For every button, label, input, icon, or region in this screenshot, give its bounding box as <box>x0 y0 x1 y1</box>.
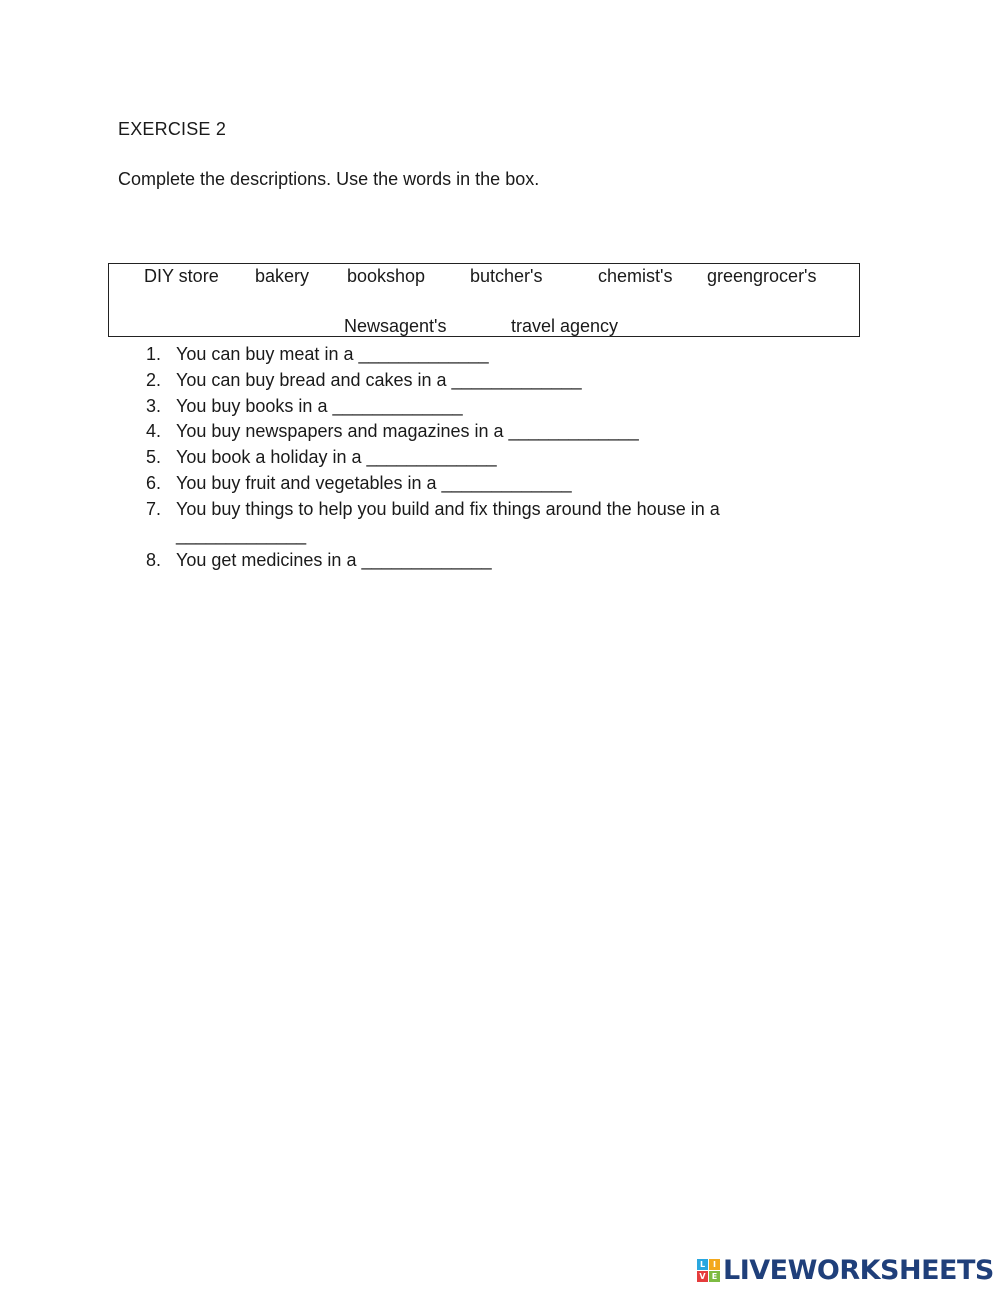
question-number: 4. <box>146 421 162 442</box>
question-number: 2. <box>146 369 162 390</box>
logo-mark-letter: I <box>709 1259 720 1270</box>
question-item <box>146 548 866 574</box>
liveworksheets-mark-icon <box>697 1259 720 1282</box>
question-number: 5. <box>146 447 162 468</box>
word-greengrocers: greengrocer's <box>707 266 817 286</box>
question-text: You get medicines in a _____________ <box>176 550 492 571</box>
question-text: You buy books in a _____________ <box>176 395 463 416</box>
logo-text: LIVEWORKSHEETS <box>723 1254 994 1286</box>
question-item <box>146 368 866 394</box>
question-list <box>146 342 866 574</box>
exercise-title: EXERCISE 2 <box>118 119 227 139</box>
word-diy-store: DIY store <box>144 266 219 286</box>
question-item <box>146 445 866 471</box>
answer-blank[interactable]: _____________ <box>176 524 307 545</box>
logo-mark-letter: E <box>709 1271 720 1282</box>
question-number: 3. <box>146 395 162 416</box>
question-text: You can buy bread and cakes in a _____________ <box>176 369 582 390</box>
question-text: You book a holiday in a _____________ <box>176 447 497 468</box>
question-item <box>146 342 866 368</box>
instructions: Complete the descriptions. Use the words in the box. <box>118 169 540 189</box>
question-number: 7. <box>146 498 162 519</box>
question-item <box>146 419 866 445</box>
liveworksheets-logo <box>697 1255 994 1285</box>
question-number: 6. <box>146 472 162 493</box>
logo-mark-letter: V <box>697 1271 708 1282</box>
question-item <box>146 497 866 549</box>
word-box <box>108 263 860 337</box>
question-number: 8. <box>146 550 162 571</box>
word-newsagents: Newsagent's <box>344 316 447 336</box>
word-bookshop: bookshop <box>347 266 426 286</box>
logo-mark-letter: L <box>697 1259 708 1270</box>
question-text: You buy fruit and vegetables in a _____________ <box>176 472 572 493</box>
question-item <box>146 471 866 497</box>
question-text: You buy newspapers and magazines in a _____________ <box>176 421 639 442</box>
question-item <box>146 394 866 420</box>
word-chemists: chemist's <box>598 266 673 286</box>
word-butchers: butcher's <box>470 266 543 286</box>
question-text: You buy things to help you build and fix things around the house in a <box>176 498 720 519</box>
word-travel-agency: travel agency <box>511 316 619 336</box>
word-bakery: bakery <box>255 266 310 286</box>
question-text: You can buy meat in a _____________ <box>176 344 489 364</box>
question-number: 1. <box>146 344 162 364</box>
